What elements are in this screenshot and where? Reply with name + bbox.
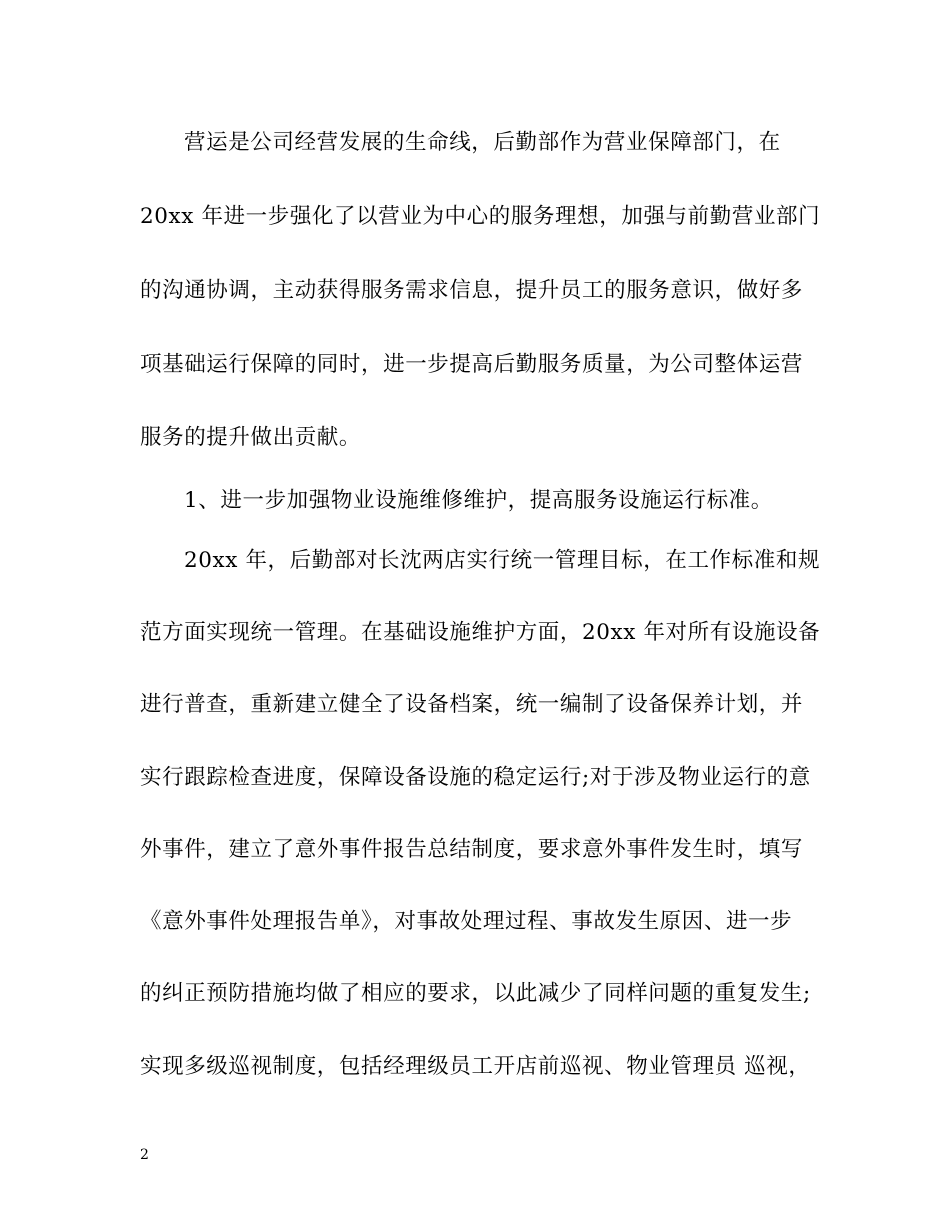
paragraph-line: 服务的提升做出贡献。 [140, 425, 362, 450]
page-number: 2 [140, 1147, 149, 1163]
paragraph-line: 的纠正预防措施均做了相应的要求，以此减少了同样问题的重复发生; [140, 981, 811, 1006]
paragraph-line: 的沟通协调，主动获得服务需求信息，提升员工的服务意识，做好多 [140, 278, 804, 303]
paragraph-line: 实行跟踪检查进度，保障设备设施的稳定运行;对于涉及物业运行的意 [140, 765, 811, 790]
paragraph-line: 进行普查，重新建立健全了设备档案，统一编制了设备保养计划，并 [140, 692, 804, 717]
paragraph-line: 项基础运行保障的同时，进一步提高后勤服务质量，为公司整体运营 [140, 352, 804, 377]
paragraph-line: 《意外事件处理报告单》，对事故处理过程、事故发生原因、进一步 [140, 909, 793, 934]
paragraph-line: 20xx 年进一步强化了以营业为中心的服务理想，加强与前勤营业部门 [140, 204, 821, 229]
paragraph-line: 营运是公司经营发展的生命线，后勤部作为营业保障部门，在 [184, 130, 781, 155]
paragraph-line: 外事件，建立了意外事件报告总结制度，要求意外事件发生时，填写 [140, 837, 804, 862]
paragraph-line: 实现多级巡视制度，包括经理级员工开店前巡视、物业管理员 巡视， [140, 1054, 811, 1079]
paragraph-line: 20xx 年，后勤部对长沈两店实行统一管理目标，在工作标准和规 [184, 548, 821, 573]
section-heading: 1、进一步加强物业设施维修维护，提高服务设施运行标准。 [184, 488, 773, 513]
paragraph-line: 范方面实现统一管理。在基础设施维护方面，20xx 年对所有设施设备 [140, 620, 821, 645]
